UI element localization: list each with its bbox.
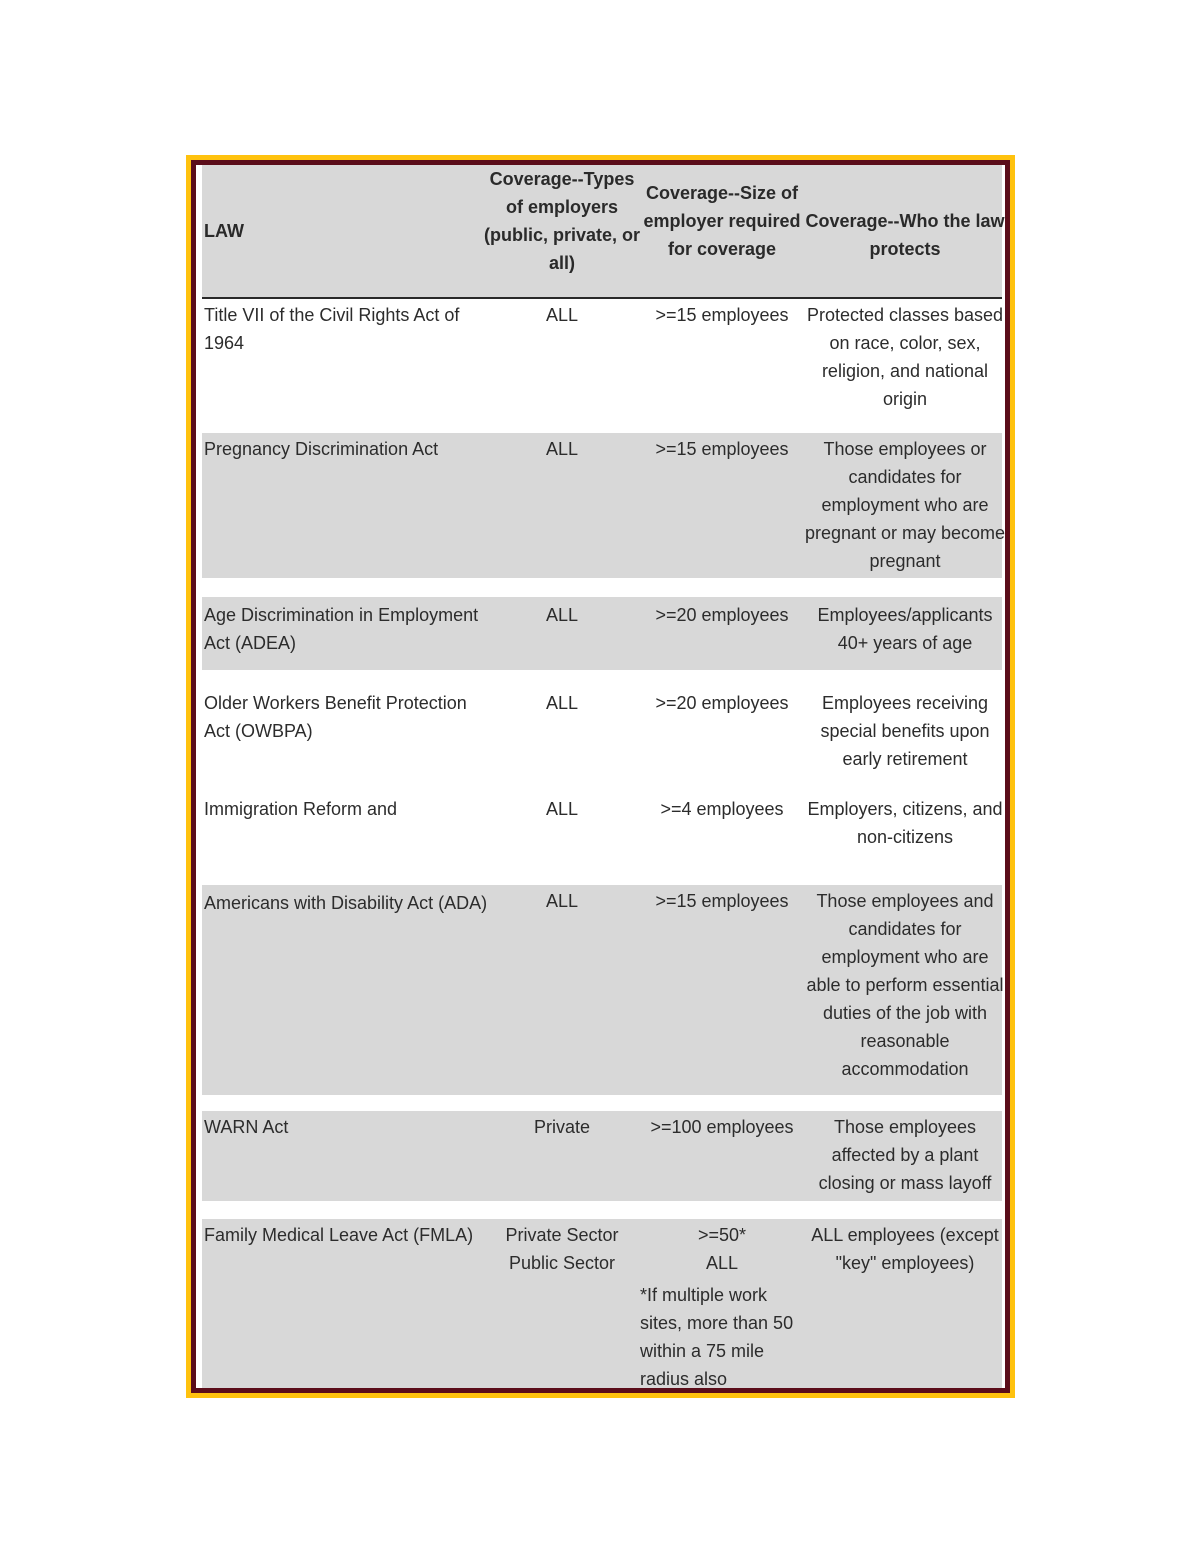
header-types-of-employers: Coverage--Types of employers (public, private, or all) bbox=[483, 169, 641, 273]
row-law: Pregnancy Discrimination Act bbox=[204, 439, 439, 459]
row-who: Employees/applicants 40+ years of age bbox=[817, 605, 993, 653]
table-inner bbox=[191, 160, 1010, 1393]
row-type: ALL bbox=[545, 891, 579, 911]
table-row bbox=[202, 1111, 1002, 1201]
row-size-cell bbox=[636, 1221, 808, 1393]
row-who: ALL employees (except "key" employees) bbox=[811, 1225, 999, 1273]
table-row bbox=[202, 597, 1002, 670]
table-row bbox=[202, 1219, 1002, 1393]
table-header-row bbox=[202, 165, 1005, 299]
row-law: WARN Act bbox=[204, 1117, 289, 1137]
row-who: Employers, citizens, and non-citizens bbox=[807, 799, 1003, 847]
row-size-note: *If multiple work sites, more than 50 within a 75 mile radius also bbox=[640, 1285, 794, 1389]
row-who: Those employees or candidates for employment who are pregnant or may become pregnant bbox=[804, 439, 1006, 571]
row-type: ALL bbox=[545, 693, 579, 713]
row-size: >=100 employees bbox=[650, 1117, 794, 1137]
row-size: >=20 employees bbox=[655, 605, 789, 625]
row-who: Employees receiving special benefits upon early retirement bbox=[820, 693, 990, 769]
row-law: Title VII of the Civil Rights Act of 1964 bbox=[204, 305, 460, 353]
table-row bbox=[202, 795, 1002, 880]
row-size: >=20 employees bbox=[655, 693, 789, 713]
row-type: ALL bbox=[545, 305, 579, 325]
row-who: Protected classes based on race, color, sex, religion, and national origin bbox=[806, 305, 1004, 409]
row-size: >=50* ALL bbox=[697, 1225, 747, 1273]
row-type: Private bbox=[533, 1117, 591, 1137]
table-row bbox=[202, 687, 1002, 787]
table-row bbox=[202, 433, 1006, 578]
row-size: >=15 employees bbox=[655, 891, 789, 911]
header-who-protected: Coverage--Who the law protects bbox=[805, 211, 1005, 259]
row-law: Immigration Reform and bbox=[204, 799, 398, 819]
row-size: >=4 employees bbox=[660, 799, 784, 819]
row-law: Americans with Disability Act (ADA) bbox=[204, 893, 488, 913]
row-type: ALL bbox=[545, 799, 579, 819]
row-law: Age Discrimination in Employment Act (ADEA) bbox=[204, 605, 479, 653]
row-law: Older Workers Benefit Protection Act (OWBPA) bbox=[204, 693, 467, 741]
table-frame bbox=[186, 155, 1015, 1398]
header-law: LAW bbox=[204, 221, 244, 241]
table-row bbox=[202, 885, 1002, 1095]
row-who: Those employees affected by a plant closing or mass layoff bbox=[818, 1117, 992, 1193]
header-size-of-employer: Coverage--Size of employer required for coverage bbox=[643, 183, 801, 259]
row-size: >=15 employees bbox=[655, 305, 789, 325]
row-who: Those employees and candidates for employment who are able to perform essential duties of the job with reasonable accommodation bbox=[806, 891, 1004, 1079]
row-size: >=15 employees bbox=[655, 439, 789, 459]
row-type: Private Sector Public Sector bbox=[505, 1225, 619, 1273]
table-row bbox=[202, 301, 1002, 433]
row-type: ALL bbox=[545, 605, 579, 625]
row-law: Family Medical Leave Act (FMLA) bbox=[204, 1225, 474, 1245]
row-type: ALL bbox=[545, 439, 579, 459]
